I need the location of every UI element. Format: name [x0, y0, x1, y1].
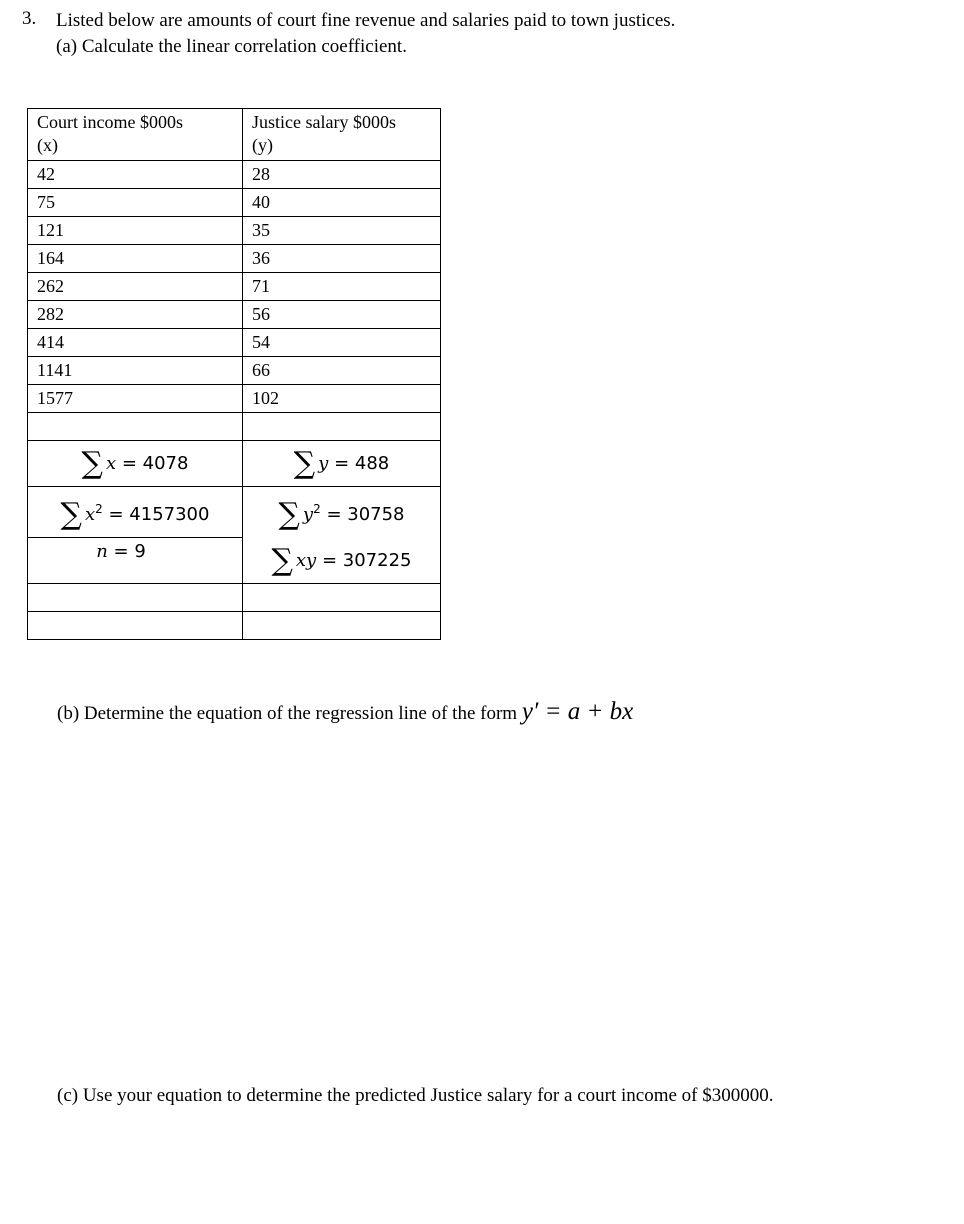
x-cell: 164 [28, 245, 243, 273]
sum-y2-cell [243, 487, 441, 538]
x-cell: 282 [28, 301, 243, 329]
x-cell: 1141 [28, 357, 243, 385]
x-cell: 1577 [28, 385, 243, 413]
n-cell [28, 538, 243, 584]
table-row [28, 329, 441, 357]
n-xy-row [28, 538, 441, 584]
table-row [28, 161, 441, 189]
sum-x-squared: ∑ $x^2 = 4157300$ [60, 497, 210, 532]
y-cell: 56 [243, 301, 441, 329]
sigma-icon: ∑ [60, 497, 82, 532]
x-cell: 75 [28, 189, 243, 217]
table-row [28, 301, 441, 329]
x-cell: 262 [28, 273, 243, 301]
y-cell: 36 [243, 245, 441, 273]
sum-xy: ∑ xy = 307225 [271, 542, 412, 578]
column-header-y-label: Justice salary $000s [252, 112, 396, 132]
table-row [28, 357, 441, 385]
empty-row [28, 413, 441, 441]
y-cell: 66 [243, 357, 441, 385]
empty-row [28, 612, 441, 640]
data-table [27, 108, 441, 640]
question-number: 3. [22, 8, 37, 29]
part-b-text: (b) Determine the equation of the regression line of the form [57, 703, 518, 724]
column-header-y-var: (y) [252, 135, 273, 155]
table-row [28, 217, 441, 245]
y-cell: 28 [243, 161, 441, 189]
sigma-icon: ∑ [271, 542, 293, 578]
sum-y-squared: ∑ $y^2 = 30758$ [278, 497, 405, 532]
y-cell: 54 [243, 329, 441, 357]
column-header-x [28, 109, 243, 161]
sigma-icon: ∑ [293, 446, 316, 481]
empty-row [28, 584, 441, 612]
x-cell: 414 [28, 329, 243, 357]
sum-x2-cell [28, 487, 243, 538]
table-row [28, 189, 441, 217]
y-cell: 35 [243, 217, 441, 245]
table-row [28, 273, 441, 301]
sum-y-cell [243, 441, 441, 487]
sum-row [28, 441, 441, 487]
part-a-text: (a) Calculate the linear correlation coefficient. [56, 36, 407, 57]
table-header-row [28, 109, 441, 161]
sum-x: ∑ x = 4078 [81, 446, 189, 481]
y-cell: 102 [243, 385, 441, 413]
sum-y: ∑ y = 488 [293, 446, 390, 481]
question-text [56, 8, 675, 60]
table-row [28, 245, 441, 273]
question-intro: Listed below are amounts of court fine revenue and salaries paid to town justices. [56, 10, 676, 31]
x-cell: 42 [28, 161, 243, 189]
sum-x-cell [28, 441, 243, 487]
part-b [57, 698, 633, 726]
sum-squares-row [28, 487, 441, 538]
y-cell: 71 [243, 273, 441, 301]
sigma-icon: ∑ [81, 446, 103, 481]
sum-xy-cell [243, 538, 441, 584]
sample-size: n = 9 [96, 541, 146, 562]
y-cell: 40 [243, 189, 441, 217]
column-header-y [243, 109, 441, 161]
regression-formula: y′ = a + bx [521, 698, 634, 725]
x-cell: 121 [28, 217, 243, 245]
part-c-text: (c) Use your equation to determine the predicted Justice salary for a court income of $300000. [57, 1085, 774, 1106]
column-header-x-var: (x) [37, 135, 58, 155]
table-row [28, 385, 441, 413]
column-header-x-label: Court income $000s [37, 112, 183, 132]
sigma-icon: ∑ [278, 497, 300, 532]
